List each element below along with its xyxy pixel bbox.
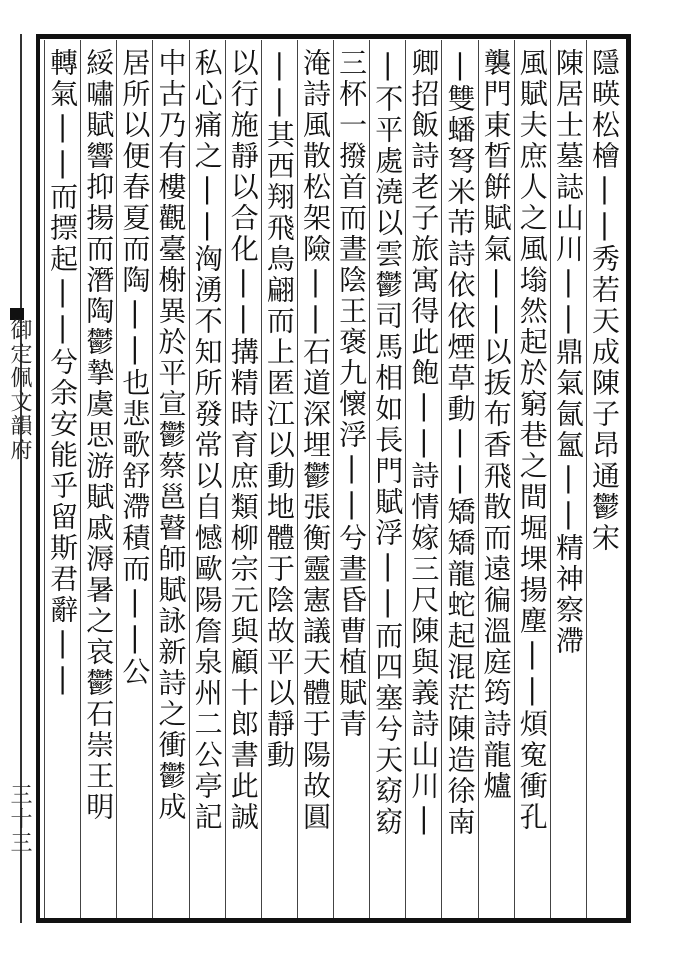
bottom-border (36, 918, 630, 923)
text-column: 轉氣||而摽起||兮余安能乎留斯君辭|| (46, 48, 80, 698)
text-column: ||其西翔飛鳥翩而上匿江以動地體于陰故平以靜動 (262, 48, 296, 771)
book-title: 御定佩文韻府 (7, 318, 32, 462)
text-column: 襲門東晳餠賦氣||以㧞布香飛散而遠徧溫庭筠詩龍爐 (479, 48, 513, 802)
page-number: 三十三 (7, 783, 32, 855)
text-column: 風賦夫庶人之風塕然起於窮巷之間堀堁揚塵||煩寃衝孔 (515, 48, 549, 833)
text-column: 私心痛之||洶湧不知所發常以自憾歐陽詹泉州二公亭記 (190, 48, 224, 833)
text-column: 陳居士墓誌山川||鼎氣氤氳||精神察滯 (551, 48, 585, 657)
text-column: 三杯一撥首而晝陰王褒九懷浮||兮晝昏曹植賦青 (335, 48, 369, 740)
text-column: 綏嘯賦響抑揚而潛陶鬱摯虞思游賦戚溽暑之哀鬱石崇王明 (82, 48, 116, 823)
text-column: |雙蟠弩米芾詩依依煙草動||矯矯龍蛇起混茫陳造徐南 (443, 48, 477, 838)
right-border (626, 34, 631, 923)
margin-strip (4, 48, 32, 914)
top-border (36, 34, 630, 39)
text-column: 隱暎松檜||秀若天成陳子昂通鬱宋 (587, 48, 621, 554)
text-column: 中古乃有樓觀臺榭異於平宣鬱蔡邕瞽師賦詠新詩之衝鬱成 (154, 48, 188, 823)
text-column: 卿招飯詩老子旅寓得此飽||詩情嫁三尺陳與義詩山川| (407, 48, 441, 838)
text-column: 居所以便春夏而陶||也悲歌舒滯積而||公 (118, 48, 152, 688)
text-column: 淹詩風散松架險||石道深埋鬱張衡靈憲議天體于陽故圓 (298, 48, 332, 833)
left-border (36, 34, 40, 923)
text-column: |不平處澆以雲鬱司馬相如長門賦浮||而四塞兮天窈窈 (371, 48, 405, 838)
text-column: 以行施靜以合化||搆精時育庶類柳宗元與顧十郎書此誠 (226, 48, 260, 833)
column-divider (44, 40, 45, 918)
